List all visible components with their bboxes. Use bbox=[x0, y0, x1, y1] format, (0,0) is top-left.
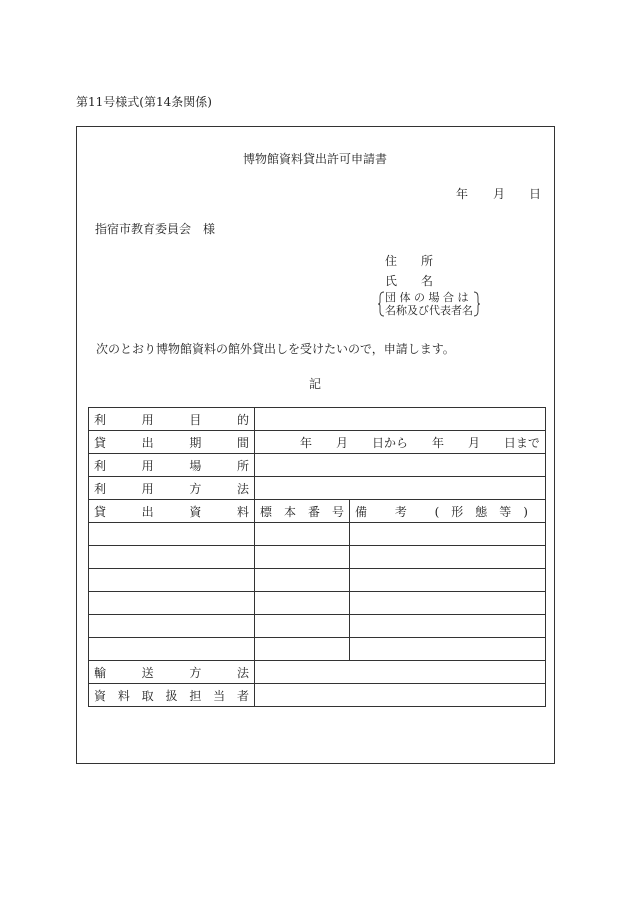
purpose-row bbox=[89, 408, 546, 431]
item-number-cell[interactable] bbox=[255, 569, 350, 592]
handler-row bbox=[89, 684, 546, 707]
purpose-field[interactable] bbox=[255, 408, 546, 431]
intro-text: 次のとおり博物館資料の館外貸出しを受けたいので，申請します。 bbox=[96, 342, 455, 356]
method-field[interactable] bbox=[255, 477, 546, 500]
method-label: 利用方法 bbox=[89, 477, 255, 500]
addressee: 指宿市教育委員会 様 bbox=[95, 222, 216, 236]
handler-field[interactable] bbox=[255, 684, 546, 707]
item-row bbox=[89, 615, 546, 638]
item-remarks-cell[interactable] bbox=[350, 592, 546, 615]
period-label: 貸出期間 bbox=[89, 431, 255, 454]
period-field[interactable] bbox=[255, 431, 546, 454]
right-brace-icon bbox=[473, 291, 480, 317]
name-label: 氏 名 bbox=[385, 274, 434, 288]
item-remarks-cell[interactable] bbox=[350, 615, 546, 638]
ki-heading: 記 bbox=[308, 377, 321, 391]
form-title: 博物館資料貸出許可申請書 bbox=[242, 152, 387, 166]
group-note bbox=[378, 291, 480, 317]
left-brace-icon bbox=[378, 291, 385, 317]
remarks-label: 備 考 (形態等) bbox=[350, 500, 546, 523]
item-number-cell[interactable] bbox=[255, 592, 350, 615]
item-row bbox=[89, 638, 546, 661]
period-from-month: 月 bbox=[335, 435, 348, 450]
items-header-row bbox=[89, 500, 546, 523]
place-label: 利用場所 bbox=[89, 454, 255, 477]
item-remarks-cell[interactable] bbox=[350, 523, 546, 546]
method-row bbox=[89, 477, 546, 500]
form-number: 第11号様式(第14条関係) bbox=[76, 95, 212, 109]
specimen-no-label: 標本番号 bbox=[255, 500, 350, 523]
item-name-cell[interactable] bbox=[89, 569, 255, 592]
item-number-cell[interactable] bbox=[255, 546, 350, 569]
transport-field[interactable] bbox=[255, 661, 546, 684]
item-name-cell[interactable] bbox=[89, 592, 255, 615]
item-number-cell[interactable] bbox=[255, 615, 350, 638]
purpose-label: 利用目的 bbox=[89, 408, 255, 431]
date-year: 年 bbox=[456, 187, 469, 201]
item-row bbox=[89, 569, 546, 592]
date-day: 日 bbox=[529, 187, 542, 201]
place-field[interactable] bbox=[255, 454, 546, 477]
period-to-year: 年 bbox=[431, 435, 444, 450]
item-remarks-cell[interactable] bbox=[350, 546, 546, 569]
period-to-day: 日まで bbox=[503, 435, 540, 450]
handler-label: 資料取扱担当者 bbox=[89, 684, 255, 707]
item-row bbox=[89, 592, 546, 615]
period-row bbox=[89, 431, 546, 454]
item-name-cell[interactable] bbox=[89, 523, 255, 546]
group-note-line2: 名称及び代表者名 bbox=[385, 304, 473, 317]
item-row bbox=[89, 523, 546, 546]
item-name-cell[interactable] bbox=[89, 546, 255, 569]
application-table bbox=[88, 407, 546, 707]
item-name-cell[interactable] bbox=[89, 638, 255, 661]
item-row bbox=[89, 546, 546, 569]
period-to-month: 月 bbox=[467, 435, 480, 450]
item-number-cell[interactable] bbox=[255, 523, 350, 546]
transport-row bbox=[89, 661, 546, 684]
items-label: 貸出資料 bbox=[89, 500, 255, 523]
item-remarks-cell[interactable] bbox=[350, 638, 546, 661]
group-note-line1: 団 体 の 場 合 は bbox=[385, 291, 469, 304]
transport-label: 輸送方法 bbox=[89, 661, 255, 684]
item-number-cell[interactable] bbox=[255, 638, 350, 661]
date-month: 月 bbox=[493, 187, 506, 201]
place-row bbox=[89, 454, 546, 477]
period-from-year: 年 bbox=[300, 435, 313, 450]
item-remarks-cell[interactable] bbox=[350, 569, 546, 592]
address-label: 住 所 bbox=[385, 254, 434, 268]
period-from-day: 日から bbox=[371, 435, 408, 450]
item-name-cell[interactable] bbox=[89, 615, 255, 638]
